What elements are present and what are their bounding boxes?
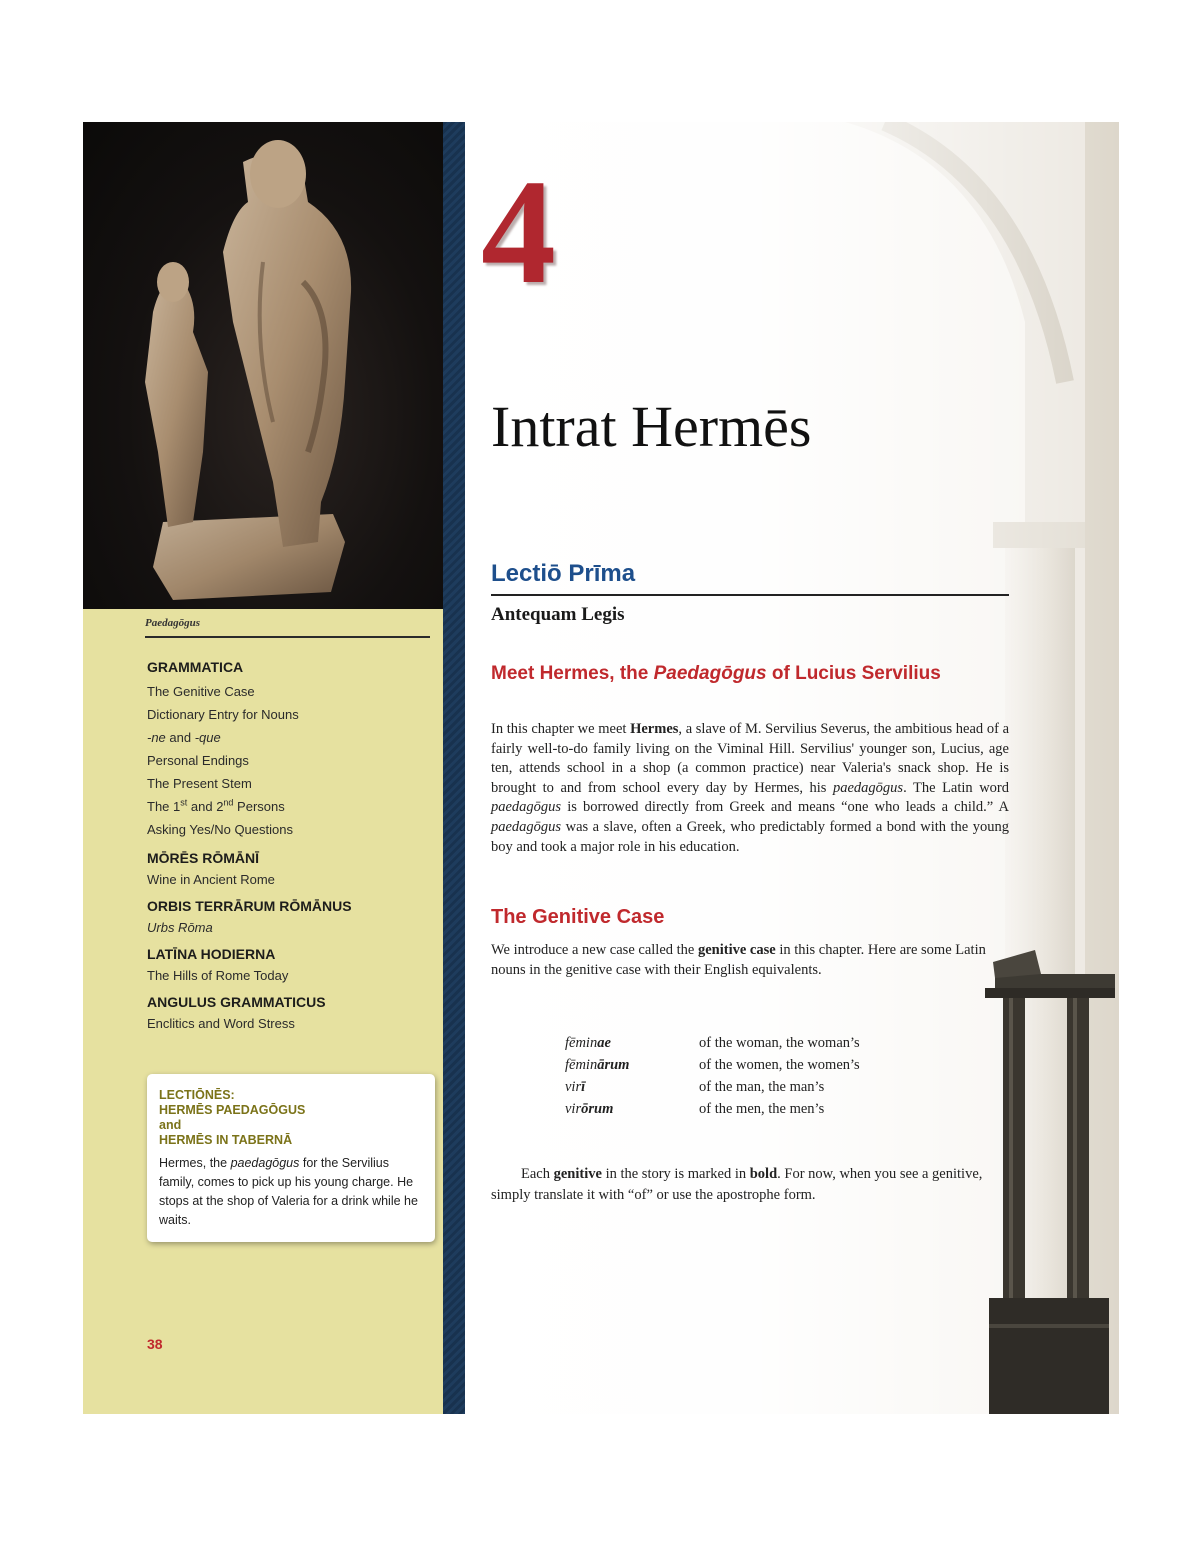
topic-item: The Genitive Case [147,684,255,699]
photo-caption: Paedagōgus [145,614,430,638]
text-run-bold: genitive case [697,942,776,958]
topic-group-mores [147,849,427,889]
heading-part: of Lucius Servilius [766,663,941,684]
text-run: We introduce a new case called the [491,942,698,958]
english-equivalent: of the man, the man’s [699,1079,825,1095]
genitive-forms-table [565,1032,860,1120]
text-run: in this chapter. Here are some Latin nouns in the genitive case with their English equivalents. [491,942,986,978]
text-run-bold: bold [749,1166,778,1182]
topic-item: Personal Endings [147,753,249,768]
section-divider [491,594,1009,596]
topic-group-latina [147,945,427,985]
meet-hermes-heading [491,662,991,686]
form-row [565,1054,860,1076]
box-text-part: for the Servilius family, comes to pick up his young charge. He stops at the shop of Valeria for a drink while he waits. [159,1156,418,1227]
english-equivalent: of the woman, the woman’s [699,1035,860,1051]
box-heading-line: and [159,1118,182,1132]
person-first: 1 [173,799,181,814]
latin-form [565,1076,699,1098]
box-heading-line: HERMĒS IN TABERNĀ [159,1133,293,1147]
topic-heading: ORBIS TERRĀRUM RŌMĀNUS [147,898,352,914]
text-run: Each [521,1166,554,1182]
lectiones-callout-box [147,1074,435,1242]
page-number: 38 [147,1336,163,1352]
topic-heading: GRAMMATICA [147,659,244,675]
latin-stem: vir [565,1101,582,1117]
text-run: . The Latin word [903,779,1010,796]
textbook-page [83,122,1119,1414]
topic-item-persons: The 1st and 2nd Persons [147,797,285,814]
heading-part: Meet Hermes, the [491,663,654,684]
latin-form [565,1032,699,1054]
lectio-heading: Lectiō Prīma [491,560,636,587]
box-heading-line: LECTIŌNĒS: [159,1088,235,1102]
form-row [565,1076,860,1098]
chapter-number: 4 [481,149,556,315]
box-heading-line: HERMĒS PAEDAGŌGUS [159,1103,306,1117]
text-run-bold: Hermes [630,721,679,737]
statue-photo [83,122,443,609]
english-equivalent: of the men, the men’s [699,1101,825,1117]
form-row [565,1098,860,1120]
text-run: In this chapter we meet [491,721,631,737]
topic-item: The Hills of Rome Today [147,968,289,983]
text-run: , a slave of M. Servilius Severus, the ambitious head of a fairly well-to-do family living on the Viminal Hill. Servilius' younger son, Lucius, age ten, attends school in a shop (a common practice) near Valeria's snack shop. He is brought to and from school every day by Hermes, his [491,721,1010,796]
intro-paragraph [491,720,1009,857]
latin-stem: fēmin [565,1035,598,1051]
form-row [565,1032,860,1054]
text-run-italic: paedagōgus [491,818,562,835]
terracotta-statue-image [83,122,443,609]
heading-part: Paedagōgus [653,663,767,684]
latin-stem: fēmin [565,1057,598,1073]
chapter-topics [147,658,427,1041]
topic-group-angulus [147,993,427,1033]
main-content [465,122,1119,1414]
box-text-part: paedagōgus [230,1156,300,1170]
topic-item: Wine in Ancient Rome [147,872,275,887]
latin-ending: ae [597,1035,611,1051]
genitive-paragraph [491,940,1001,980]
text-run: was a slave, often a Greek, who predictably formed a bond with the young boy and took a major role in his education. [491,818,1009,855]
latin-ending: ī [581,1079,586,1095]
blue-divider-strip [443,122,465,1414]
text-run-italic: paedagōgus [491,799,562,816]
text-run: . For now, when you see a genitive, simply translate it with “of” or use the apostrophe form. [491,1166,983,1203]
note-paragraph [491,1164,1001,1206]
text-run-italic: paedagōgus [833,779,904,796]
topic-group-orbis [147,897,427,937]
latin-ending: ōrum [581,1101,614,1117]
topic-item-part: -ne [147,730,166,745]
antequam-subheading: Antequam Legis [491,604,625,625]
topic-item-part: and [165,730,195,745]
box-summary-text [159,1154,423,1230]
person-first-suffix: st [180,797,188,808]
topic-item: The Present Stem [147,776,252,791]
latin-ending: ārum [597,1057,630,1073]
latin-stem: vir [565,1079,582,1095]
genitive-case-heading: The Genitive Case [491,906,665,928]
left-sidebar [83,122,443,1414]
topic-group-grammatica [147,658,427,841]
topic-item-enclitics [147,726,427,749]
box-text-part: Hermes, the [159,1156,231,1170]
text-run: in the story is marked in [601,1166,750,1182]
topic-heading: ANGULUS GRAMMATICUS [147,994,326,1010]
topic-item-part: -que [194,730,221,745]
text-run: is borrowed directly from Greek and means “one who leads a child.” A [561,799,1009,816]
latin-form [565,1054,699,1076]
topic-item: Urbs Rōma [147,920,213,935]
english-equivalent: of the women, the women’s [699,1057,860,1073]
latin-form [565,1098,699,1120]
topic-item: Enclitics and Word Stress [147,1016,295,1031]
topic-item: Dictionary Entry for Nouns [147,707,299,722]
chapter-title: Intrat Hermēs [491,394,812,459]
topic-heading: LATĪNA HODIERNA [147,946,276,962]
person-second-suffix: nd [223,797,234,808]
topic-item: Asking Yes/No Questions [147,822,293,837]
person-second: 2 [216,799,224,814]
topic-heading: MŌRĒS RŌMĀNĪ [147,850,259,866]
text-run-bold: genitive [553,1166,602,1182]
